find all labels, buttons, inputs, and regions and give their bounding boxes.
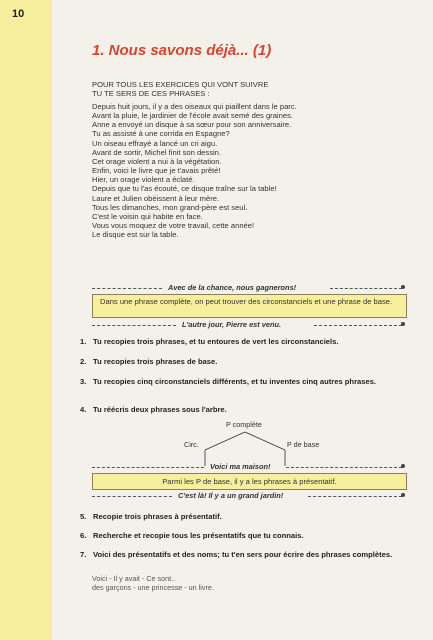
dash-line xyxy=(308,496,402,497)
dash-line xyxy=(92,467,204,468)
box2-bottom-label: C'est là! Il y a un grand jardin! xyxy=(178,491,284,500)
sentence: Enfin, voici le livre que je t'avais prêté! xyxy=(92,166,221,176)
sentence: Avant la pluie, le jardinier de l'école avait semé des graines. xyxy=(92,111,293,121)
intro-line: POUR TOUS LES EXERCICES QUI VONT SUIVRE xyxy=(92,80,269,89)
exercise-number: 7. xyxy=(80,550,87,559)
sentence: Avant de sortir, Michel finit son dessin. xyxy=(92,147,222,157)
dash-end-dot xyxy=(401,493,405,497)
box1-top-label-row xyxy=(92,283,405,293)
rule-text-1: Dans une phrase complète, on peut trouver des circonstanciels et une phrase de base. xyxy=(100,297,393,306)
rule-box-1 xyxy=(92,294,407,318)
sentence-list xyxy=(92,102,392,239)
dash-end-dot xyxy=(401,285,405,289)
box2-top-label-row xyxy=(92,462,405,472)
sentence: Vous vous moquez de votre travail, cette année! xyxy=(92,221,255,231)
exercise-text: Tu recopies cinq circonstanciels différents, et tu inventes cinq autres phrases. xyxy=(93,377,377,386)
dash-end-dot xyxy=(401,464,405,468)
sentence: Cet orage violent a nui à la végétation. xyxy=(92,156,222,166)
intro-line: TU TE SERS DE CES PHRASES : xyxy=(92,89,210,98)
sentence: C'est le voisin qui habite en face. xyxy=(92,211,203,221)
sentence: Anne a envoyé un disque à sa sœur pour son anniversaire. xyxy=(92,120,292,130)
rule-box-2 xyxy=(92,473,407,490)
sentence: Depuis que tu l'as écouté, ce disque traîne sur la table! xyxy=(92,184,277,194)
dash-line xyxy=(92,496,172,497)
dash-line xyxy=(330,288,402,289)
exercise-number: 3. xyxy=(80,377,87,386)
exercise-number: 2. xyxy=(80,357,87,366)
tree-right-label: P de base xyxy=(287,440,320,449)
box1-top-label: Avec de la chance, nous gagnerons! xyxy=(168,283,297,292)
dash-line xyxy=(314,325,402,326)
dash-line xyxy=(92,288,162,289)
exercise-text: Recopie trois phrases à présentatif. xyxy=(93,512,222,521)
sentence: Tu as assisté à une corrida en Espagne? xyxy=(92,129,230,139)
sentence: Tous les dimanches, mon grand-père est seul. xyxy=(92,202,248,212)
exercise-number: 4. xyxy=(80,405,87,414)
exercise-number: 1. xyxy=(80,337,87,346)
exercise-text: Tu recopies trois phrases, et tu entoures de vert les circonstanciels. xyxy=(93,337,339,346)
rule-text-2: Parmi les P de base, il y a les phrases à présentatif. xyxy=(162,477,337,486)
box1-bottom-label: L'autre jour, Pierre est venu. xyxy=(182,320,282,329)
sentence: Un oiseau effrayé a lancé un cri aigu. xyxy=(92,138,218,148)
exercise-text: Tu réécris deux phrases sous l'arbre. xyxy=(93,405,227,414)
exercise-number: 6. xyxy=(80,531,87,540)
sentence: Hier, un orage violent a éclaté. xyxy=(92,175,195,185)
tree-root-label: P complète xyxy=(226,420,262,429)
example-words xyxy=(92,574,214,592)
dash-line xyxy=(286,467,402,468)
exercise-text: Recherche et recopie tous les présentatifs que tu connais. xyxy=(93,531,304,540)
page-number: 10 xyxy=(12,8,25,20)
exercise-text: Tu recopies trois phrases de base. xyxy=(93,357,218,366)
example-line: Voici - Il y avait - Ce sont.. xyxy=(92,574,176,583)
exercise-number: 5. xyxy=(80,512,87,521)
box1-bottom-label-row xyxy=(92,320,405,330)
sentence: Depuis huit jours, il y a des oiseaux qui piaillent dans le parc. xyxy=(92,102,297,111)
box2-bottom-label-row xyxy=(92,491,405,501)
yellow-margin-strip xyxy=(0,0,52,640)
exercise-text: Voici des présentatifs et des noms; tu t'en sers pour écrire des phrases complètes. xyxy=(93,550,393,559)
sentence: Laure et Julien obéissent à leur mère. xyxy=(92,193,220,203)
box2-top-label: Voici ma maison! xyxy=(210,462,271,471)
page-title: 1. Nous savons déjà... (1) xyxy=(92,42,272,59)
tree-branch-right xyxy=(245,432,285,450)
tree-left-label: Circ. xyxy=(184,440,199,449)
tree-branch-left xyxy=(205,432,245,450)
sentence: Le disque est sur la table. xyxy=(92,230,179,240)
dash-end-dot xyxy=(401,322,405,326)
example-line: des garçons - une princesse - un livre. xyxy=(92,583,214,592)
dash-line xyxy=(92,325,176,326)
intro-text xyxy=(92,80,268,98)
